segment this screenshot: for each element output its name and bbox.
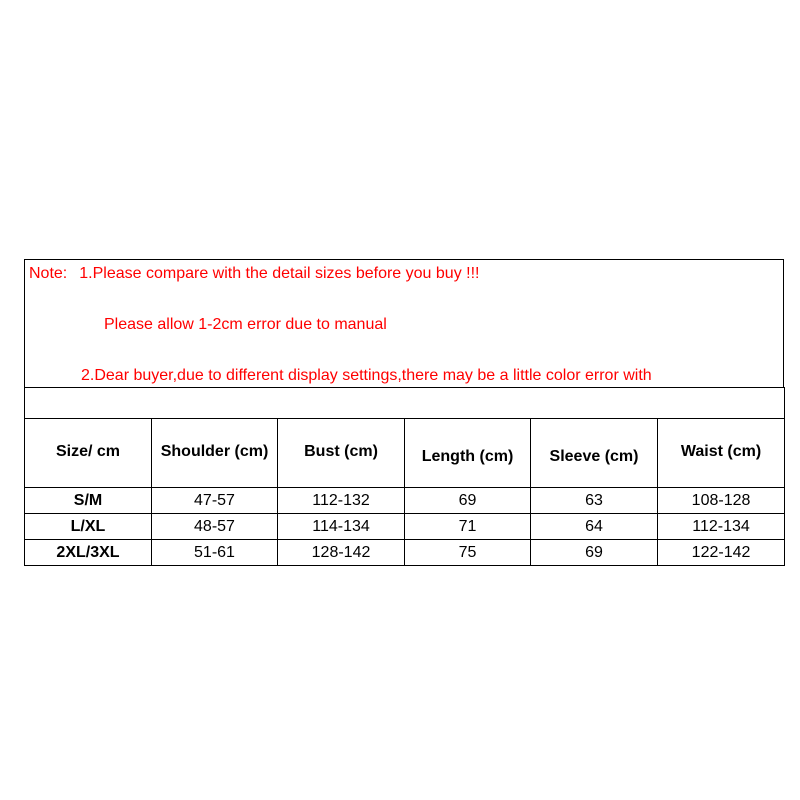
cell-sleeve: 63 (531, 488, 658, 514)
cell-bust: 112-132 (278, 488, 405, 514)
table-row (25, 540, 785, 566)
note-box (24, 259, 784, 387)
cell-shoulder: 47-57 (152, 488, 278, 514)
cell-shoulder: 48-57 (152, 514, 278, 540)
cell-shoulder: 51-61 (152, 540, 278, 566)
table-row (25, 488, 785, 514)
note-line-3: 2.Dear buyer,due to different display settings,there may be a little color error with (81, 367, 652, 384)
header-size: Size/ cm (25, 419, 152, 488)
table-spacer-row (25, 388, 785, 419)
cell-waist: 112-134 (658, 514, 785, 540)
spacer-cell (25, 388, 785, 419)
cell-size: S/M (25, 488, 152, 514)
cell-sleeve: 69 (531, 540, 658, 566)
note-text-1: 1.Please compare with the detail sizes before you buy !!! (79, 265, 480, 282)
cell-waist: 108-128 (658, 488, 785, 514)
cell-length: 75 (405, 540, 531, 566)
cell-size: L/XL (25, 514, 152, 540)
cell-length: 69 (405, 488, 531, 514)
header-bust: Bust (cm) (278, 419, 405, 488)
header-waist: Waist (cm) (658, 419, 785, 488)
header-shoulder: Shoulder (cm) (152, 419, 278, 488)
note-line-2: Please allow 1-2cm error due to manual (104, 316, 387, 333)
table-row (25, 514, 785, 540)
size-table (24, 387, 785, 566)
note-line-1 (29, 264, 479, 284)
cell-sleeve: 64 (531, 514, 658, 540)
cell-length: 71 (405, 514, 531, 540)
cell-bust: 128-142 (278, 540, 405, 566)
cell-size: 2XL/3XL (25, 540, 152, 566)
table-header-row (25, 419, 785, 488)
header-sleeve: Sleeve (cm) (531, 419, 658, 488)
cell-waist: 122-142 (658, 540, 785, 566)
header-length: Length (cm) (405, 419, 531, 488)
cell-bust: 114-134 (278, 514, 405, 540)
note-label: Note: (29, 265, 68, 282)
